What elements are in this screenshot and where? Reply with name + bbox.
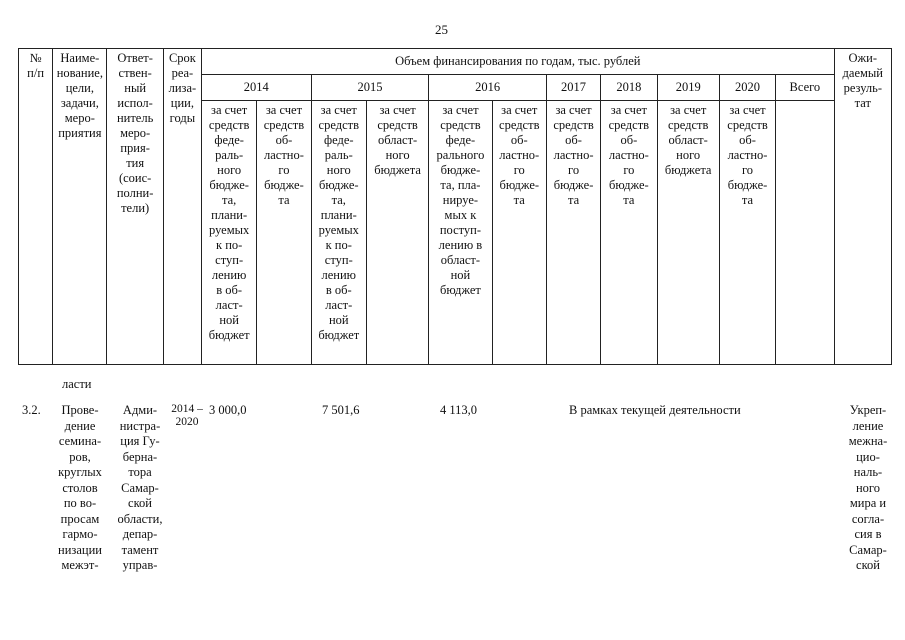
row-value-2014: 3 000,0: [209, 403, 247, 417]
sub-2016-regional: за счет средств об- ластно- го бюдже- та: [492, 101, 546, 365]
year-2016: 2016: [429, 75, 547, 101]
col-header-executor: Ответ- ствен- ный испол- нитель меро- прия- тия (соис- полни- тели): [107, 49, 163, 365]
row-num: 3.2.: [22, 403, 41, 417]
sub-2019-regional: за счет средств област- ного бюджета: [657, 101, 719, 365]
header-table: [18, 48, 892, 365]
col-header-term: Срок реа- лиза- ции, годы: [163, 49, 201, 365]
year-2015: 2015: [311, 75, 429, 101]
row-executor: Адми- нистра- ция Гу- берна- тора Самар- ской области, депар- тамент управ-: [117, 403, 163, 572]
year-2020: 2020: [719, 75, 775, 101]
col-header-name: Наиме- нование, цели, задачи, меро- приятия: [53, 49, 107, 365]
page-number: 25: [435, 22, 448, 37]
sub-2015-federal: за счет средств феде- раль- ного бюдже- та, плани- руемых к по- ступ- лению в об- ласт- ной бюджет: [311, 101, 366, 365]
year-total: Всего: [776, 75, 834, 101]
col-header-num: № п/п: [19, 49, 53, 365]
sub-2018-regional: за счет средств об- ластно- го бюдже- та: [601, 101, 657, 365]
carry-over-text: ласти: [62, 377, 92, 391]
sub-total: [776, 101, 834, 365]
sub-2014-federal: за счет средств феде- раль- ного бюдже- та, плани- руемых к по- ступ- лению в об- ласт- ной бюджет: [202, 101, 257, 365]
sub-2015-regional: за счет средств област- ного бюджета: [366, 101, 428, 365]
col-header-result: Ожи- даемый резуль- тат: [834, 49, 891, 365]
row-value-2016: 4 113,0: [440, 403, 478, 417]
row-value-2015: 7 501,6: [322, 403, 360, 417]
year-2019: 2019: [657, 75, 719, 101]
sub-2014-regional: за счет средств об- ластно- го бюдже- та: [257, 101, 311, 365]
year-2018: 2018: [601, 75, 657, 101]
sub-2017-regional: за счет средств об- ластно- го бюдже- та: [546, 101, 600, 365]
row-name: Прове- дение семина- ров, круглых столов по во- просам гармо- низации межэт-: [58, 403, 102, 572]
year-2017: 2017: [546, 75, 600, 101]
row-term: 2014 – 2020: [171, 403, 203, 428]
row-result: Укреп- ление межна- цио- наль- ного мира и согла- сия в Самар- ской: [848, 403, 888, 572]
year-2014: 2014: [202, 75, 312, 101]
sub-2020-regional: за счет средств об- ластно- го бюдже- та: [719, 101, 775, 365]
sub-2016-federal: за счет средств феде- рального бюдже- та, пла- нируе- мых к поступ- лению в област- ной бюджет: [429, 101, 492, 365]
row-note: В рамках текущей деятельности: [569, 403, 741, 417]
col-header-funding: Объем финансирования по годам, тыс. рублей: [202, 49, 835, 75]
